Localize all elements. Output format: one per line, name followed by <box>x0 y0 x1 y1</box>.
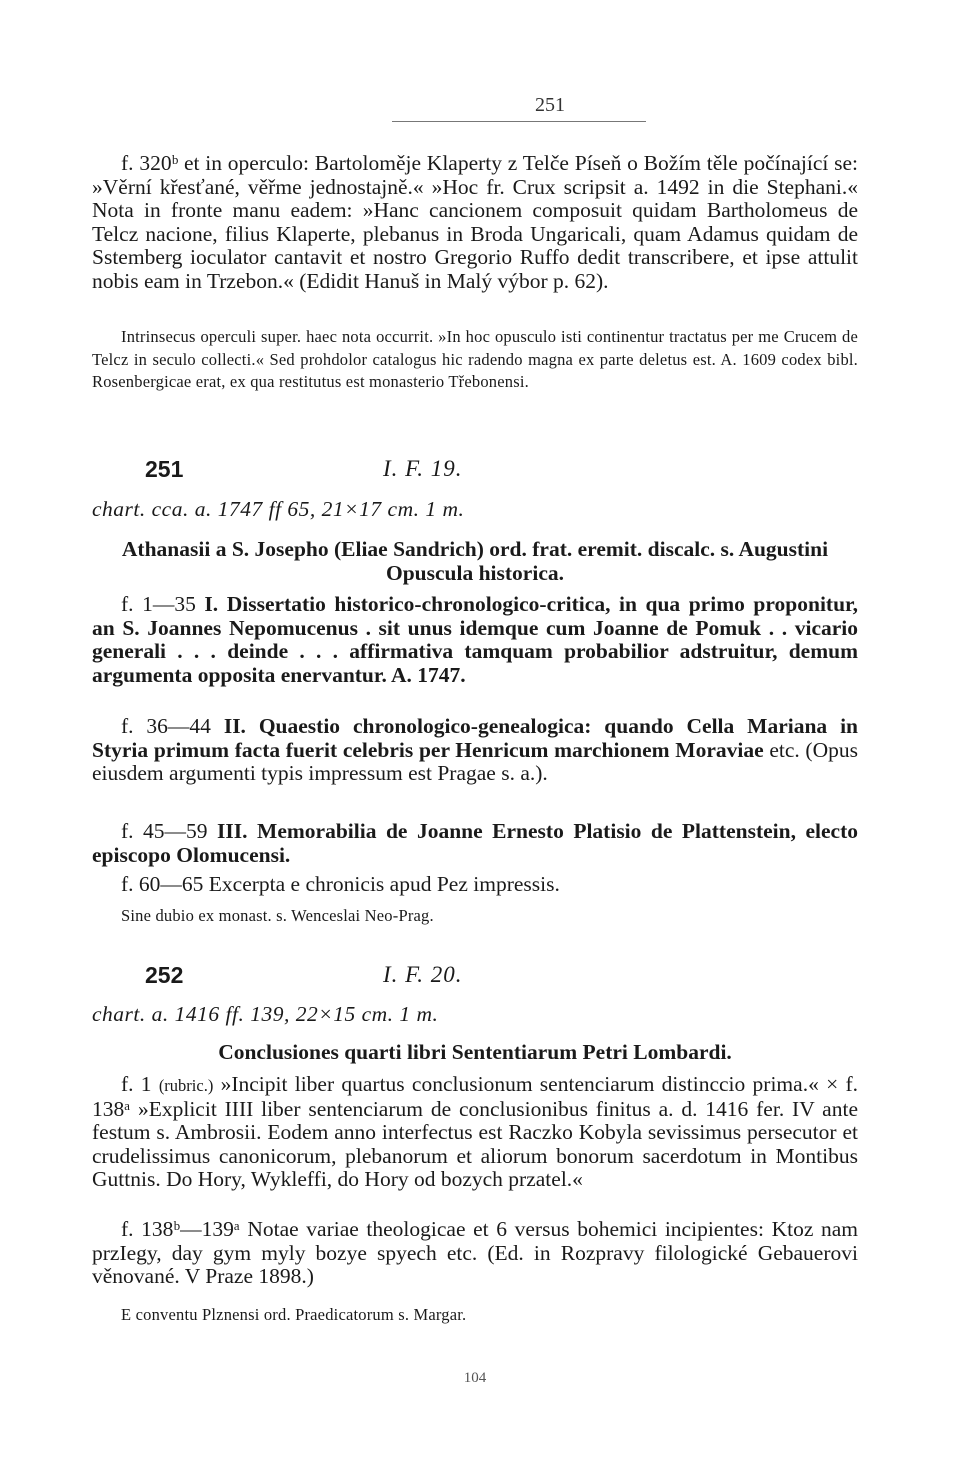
item-text: I. Dissertatio historico-chronologico-critica, in qua primo proponitur, an S. Joannes Nepomucenus . sit unus idemque cum Joanne de Pomuk . . vicario generali . . . deinde . . . affirmativa tamquam probabilior adstruitur, demum argumenta opposita enervantur. A. 1747. <box>92 592 858 687</box>
record-252-paragraph-2: f. 138ᵇ—139ᵃ Notae variae theologicae et 6 versus bohemici incipientes: Ktoz nam przIegy, day gym myly bozye spyech etc. (Ed. in Rozpravy filologické Gebauerovi věnované. V Praze 1898.) <box>92 1217 858 1288</box>
page-number-footer: 104 <box>463 1370 487 1386</box>
record-251-title: Athanasii a S. Josepho (Eliae Sandrich) ord. frat. eremit. discalc. s. Augustini Opuscula historica. <box>121 537 829 585</box>
record-251-provenance: Sine dubio ex monast. s. Wenceslai Neo-Prag. <box>121 906 434 925</box>
item-folio: f. 45—59 <box>121 819 218 843</box>
para-folio: f. 1 <box>121 1072 159 1096</box>
record-252-paragraph-1 <box>92 1073 858 1192</box>
record-251-physical-description: chart. cca. a. 1747 ff 65, 21×17 cm. 1 m. <box>92 497 465 521</box>
record-252-provenance: E conventu Plznensi ord. Praedicatorum s. Margar. <box>121 1305 467 1324</box>
record-252-physical-description: chart. a. 1416 ff. 139, 22×15 cm. 1 m. <box>92 1002 439 1026</box>
record-252-heading <box>92 962 858 994</box>
record-signature: I. F. 19. <box>383 456 463 481</box>
record-number: 252 <box>145 962 184 988</box>
record-252-title: Conclusiones quarti libri Sententiarum Petri Lombardi. <box>218 1040 732 1064</box>
record-251-item-2 <box>92 715 858 786</box>
record-251-item-1 <box>92 593 858 687</box>
record-251-heading <box>92 456 858 488</box>
header-rule <box>392 121 646 122</box>
item-folio: f. 36—44 <box>121 714 224 738</box>
item-tail: etc. (Opus eiusdem argumenti typis impressum est Pragae s. a.). <box>92 737 858 785</box>
record-number: 251 <box>145 456 184 482</box>
prev-record-note: Intrinsecus operculi super. haec nota occurrit. »In hoc opusculo isti continentur tractatus per me Crucem de Telcz in seculo collecti.« Sed prohdolor catalogus hic radendo magna ex parte deletus est. A. 1609 codex bibl. Rosenbergicae erat, ex qua restitutus est monasterio Třebonensi. <box>92 327 858 391</box>
page-number-header: 251 <box>535 94 565 116</box>
record-251-item-3 <box>92 820 858 867</box>
item-text: II. Quaestio chronologico-genealogica: quando Cella Mariana in Styria primum facta fuerit celebris per Henricum marchionem Moraviae <box>92 714 858 762</box>
record-signature: I. F. 20. <box>383 962 463 987</box>
item-folio: f. 1—35 <box>121 592 205 616</box>
rubric-note: (rubric.) <box>158 1076 214 1095</box>
record-251-item-4: f. 60—65 Excerpta e chronicis apud Pez impressis. <box>121 872 560 896</box>
prev-record-paragraph: f. 320ᵇ et in operculo: Bartoloměje Klaperty z Telče Píseň o Božím těle počínající se: »Věrní křesťané, věřme jednostajně.« »Hoc fr. Crux scripsit a. 1492 in die Stephani.« Nota in fronte manu eadem: »Hanc cancionem composuit quidam Bartholomeus de Telcz nacione, filius Klaperte, plebanus in Broda Ungaricali, quam Adamus quidam de Sstemberg ioculator cantavit et nostro Gregorio Ruffo dedit transcribere, et ipse attulit nobis eam in Trzebon.« (Edidit Hanuš in Malý výbor p. 62). <box>92 151 858 293</box>
item-text: III. Memorabilia de Joanne Ernesto Platisio de Plattenstein, electo episcopo Olomucensi. <box>92 819 858 867</box>
para-text: »Incipit liber quartus conclusionum sentenciarum distinccio prima.« × f. 138ᵃ »Explicit IIII liber sentenciarum de conclusionibus finitus a. d. 1416 fer. IV ante festum s. Ambrosii. Eodem anno interfectus est Raczko Kobyla sevissimus persecutor et crudelissimus canonicorum, plebanorum et aliorum bonorum sacerdotum in Montibus Guttnis. Do Hory, Wykleffi, do Hory od bozych przatel.« <box>92 1072 858 1191</box>
